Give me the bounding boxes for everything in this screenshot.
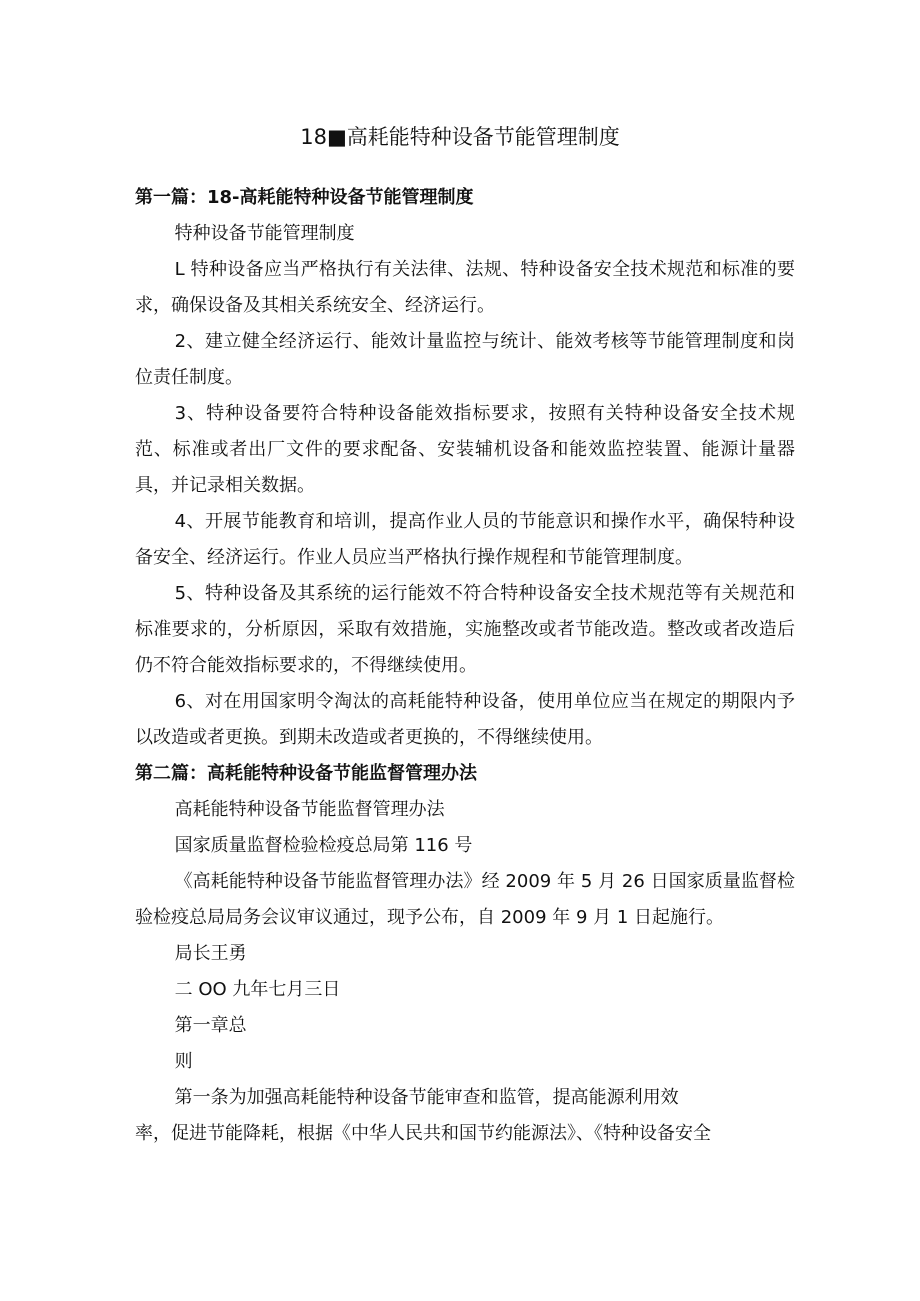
issue-date: 二 OO 九年七月三日 bbox=[174, 979, 341, 1000]
rule-item-6: 6、对在用国家明令淘汰的高耗能特种设备，使用单位应当在规定的期限内予以改造或者更换。到期未改造或者更换的，不得继续使用。 bbox=[135, 691, 795, 748]
signer: 局长王勇 bbox=[174, 943, 247, 964]
rule-item-2: 2、建立健全经济运行、能效计量监控与统计、能效考核等节能管理制度和岗位责任制度。 bbox=[135, 331, 795, 388]
order-number: 国家质量监督检验检疫总局第 116 号 bbox=[174, 835, 473, 856]
rule-item-4: 4、开展节能教育和培训，提高作业人员的节能意识和操作水平，确保特种设备安全、经济运行。作业人员应当严格执行操作规程和节能管理制度。 bbox=[135, 511, 795, 568]
article-1-line-1: 第一条为加强高耗能特种设备节能审查和监管，提高能源利用效 bbox=[174, 1087, 679, 1108]
article-1-line-2: 率，促进节能降耗，根据《中华人民共和国节约能源法》、《特种设备安全 bbox=[135, 1123, 711, 1144]
section-subtitle-2: 高耗能特种设备节能监督管理办法 bbox=[174, 799, 445, 820]
section-subtitle-1: 特种设备节能管理制度 bbox=[174, 223, 355, 244]
section-heading-2: 第二篇：高耗能特种设备节能监督管理办法 bbox=[135, 763, 477, 784]
chapter-heading: 第一章总 bbox=[174, 1015, 247, 1036]
rule-item-1: L 特种设备应当严格执行有关法律、法规、特种设备安全技术规范和标准的要求，确保设备及其相关系统安全、经济运行。 bbox=[135, 259, 795, 316]
document-title: 18■高耗能特种设备节能管理制度 bbox=[300, 125, 620, 149]
rule-item-5: 5、特种设备及其系统的运行能效不符合特种设备安全技术规范等有关规范和标准要求的，分析原因，采取有效措施，实施整改或者节能改造。整改或者改造后仍不符合能效指标要求的，不得继续使用。 bbox=[135, 583, 795, 676]
chapter-heading-continued: 则 bbox=[174, 1051, 193, 1072]
section-heading-1: 第一篇：18-高耗能特种设备节能管理制度 bbox=[135, 187, 474, 208]
announcement-paragraph: 《高耗能特种设备节能监督管理办法》经 2009 年 5 月 26 日国家质量监督检验检疫总局局务会议审议通过，现予公布，自 2009 年 9 月 1 日起施行。 bbox=[135, 871, 795, 928]
rule-item-3: 3、特种设备要符合特种设备能效指标要求，按照有关特种设备安全技术规范、标准或者出厂文件的要求配备、安装辅机设备和能效监控装置、能源计量器具，并记录相关数据。 bbox=[135, 403, 795, 496]
document-body bbox=[135, 180, 795, 1152]
